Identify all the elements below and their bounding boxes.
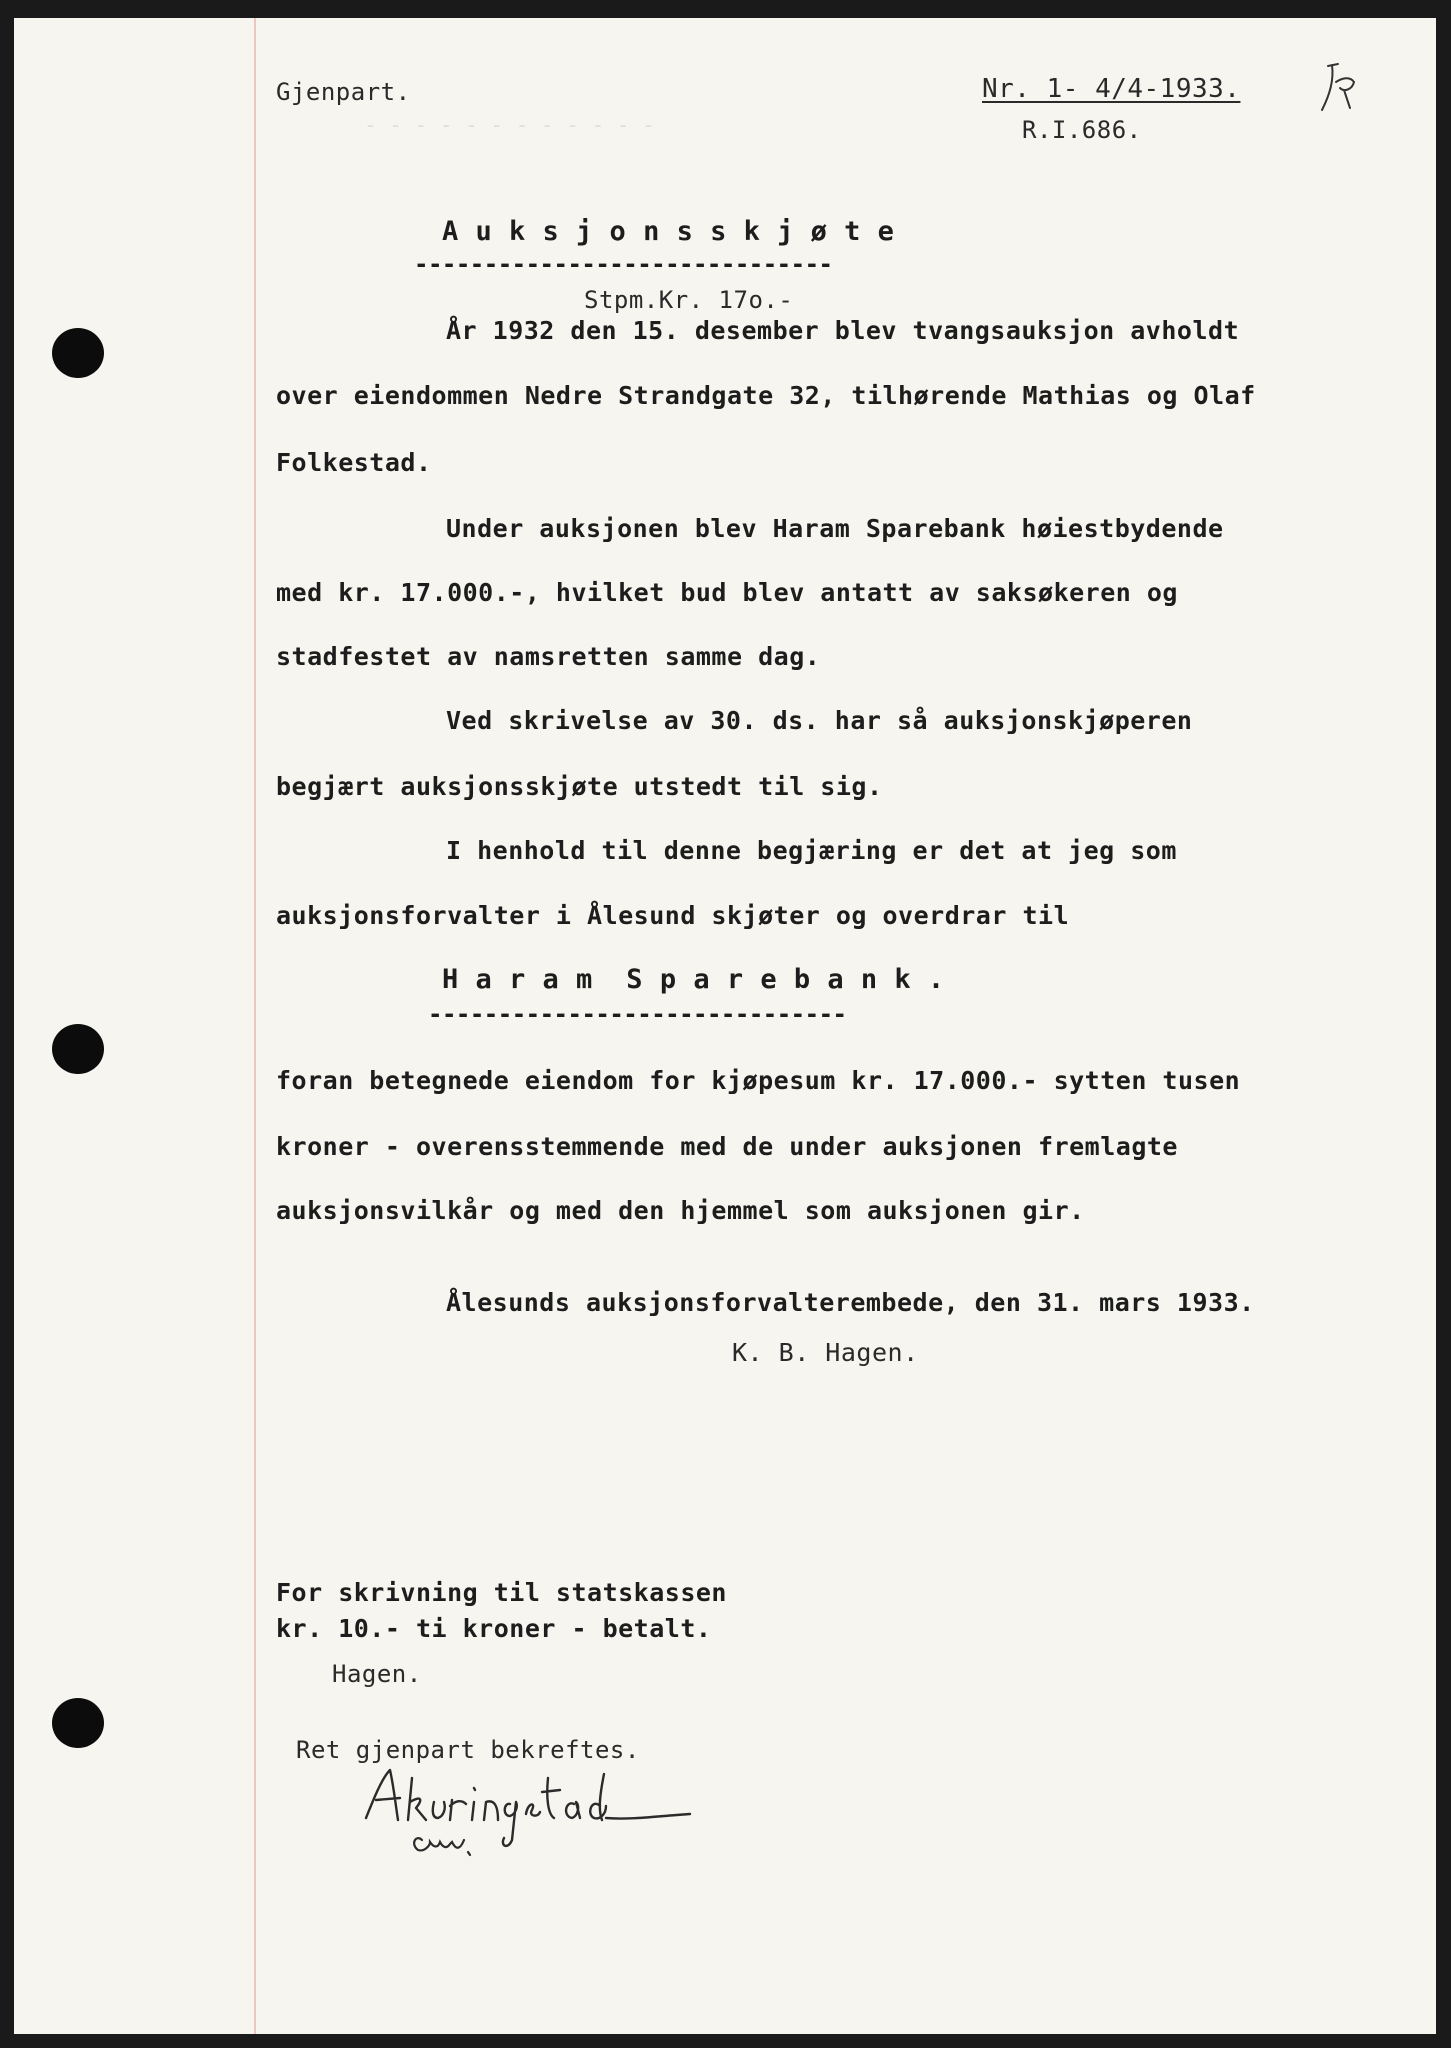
punch-hole	[52, 1024, 104, 1074]
paragraph-line: over eiendommen Nedre Strandgate 32, tilhørende Mathias og Olaf	[276, 381, 1256, 410]
copy-label: Gjenpart.	[276, 78, 411, 106]
document-title: A u k s j o n s s k j ø t e	[442, 216, 895, 247]
paragraph-line: Ved skrivelse av 30. ds. har så auksjonskjøperen	[446, 706, 1193, 735]
fee-signatory: Hagen.	[332, 1660, 422, 1688]
stamp-duty: Stpm.Kr. 17o.-	[584, 286, 794, 314]
margin-line	[254, 18, 256, 2034]
document-page	[14, 18, 1436, 2034]
punch-hole	[52, 1698, 104, 1748]
buyer-name: H a r a m S p a r e b a n k .	[442, 964, 945, 995]
paragraph-line: År 1932 den 15. desember blev tvangsauksjon avholdt	[446, 316, 1240, 345]
punch-hole	[52, 328, 104, 378]
paragraph-line: med kr. 17.000.-, hvilket bud blev antatt av saksøkeren og	[276, 578, 1178, 607]
paragraph-line: Folkestad.	[276, 448, 432, 477]
fee-note-line: kr. 10.- ti kroner - betalt.	[276, 1614, 712, 1643]
paragraph-line: foran betegnede eiendom for kjøpesum kr. 17.000.- sytten tusen	[276, 1066, 1241, 1095]
paragraph-line: I henhold til denne begjæring er det at jeg som	[446, 836, 1177, 865]
place-and-date: Ålesunds auksjonsforvalterembede, den 31. mars 1933.	[446, 1288, 1255, 1317]
document-number: Nr. 1- 4/4-1933.	[982, 74, 1241, 104]
fee-note-line: For skrivning til statskassen	[276, 1578, 727, 1607]
paragraph-line: auksjonsforvalter i Ålesund skjøter og overdrar til	[276, 901, 1070, 930]
paragraph-line: Under auksjonen blev Haram Sparebank høiestbydende	[446, 514, 1224, 543]
signatory: K. B. Hagen.	[732, 1338, 919, 1367]
initials-mark	[1314, 60, 1362, 120]
paragraph-line: kroner - overensstemmende med de under auksjonen fremlagte	[276, 1132, 1178, 1161]
handwritten-signature	[360, 1758, 720, 1868]
title-rule: ------------------------------	[414, 252, 833, 276]
paragraph-line: stadfestet av namsretten samme dag.	[276, 642, 821, 671]
paragraph-line: begjært auksjonsskjøte utstedt til sig.	[276, 772, 883, 801]
bleed-through: - - - - - - - - - - - -	[364, 113, 655, 137]
certification-text: Ret gjenpart bekreftes.	[296, 1736, 640, 1764]
paragraph-line: auksjonsvilkår og med den hjemmel som auksjonen gir.	[276, 1196, 1085, 1225]
register-number: R.I.686.	[1022, 116, 1142, 144]
buyer-rule: ------------------------------	[428, 1002, 847, 1026]
